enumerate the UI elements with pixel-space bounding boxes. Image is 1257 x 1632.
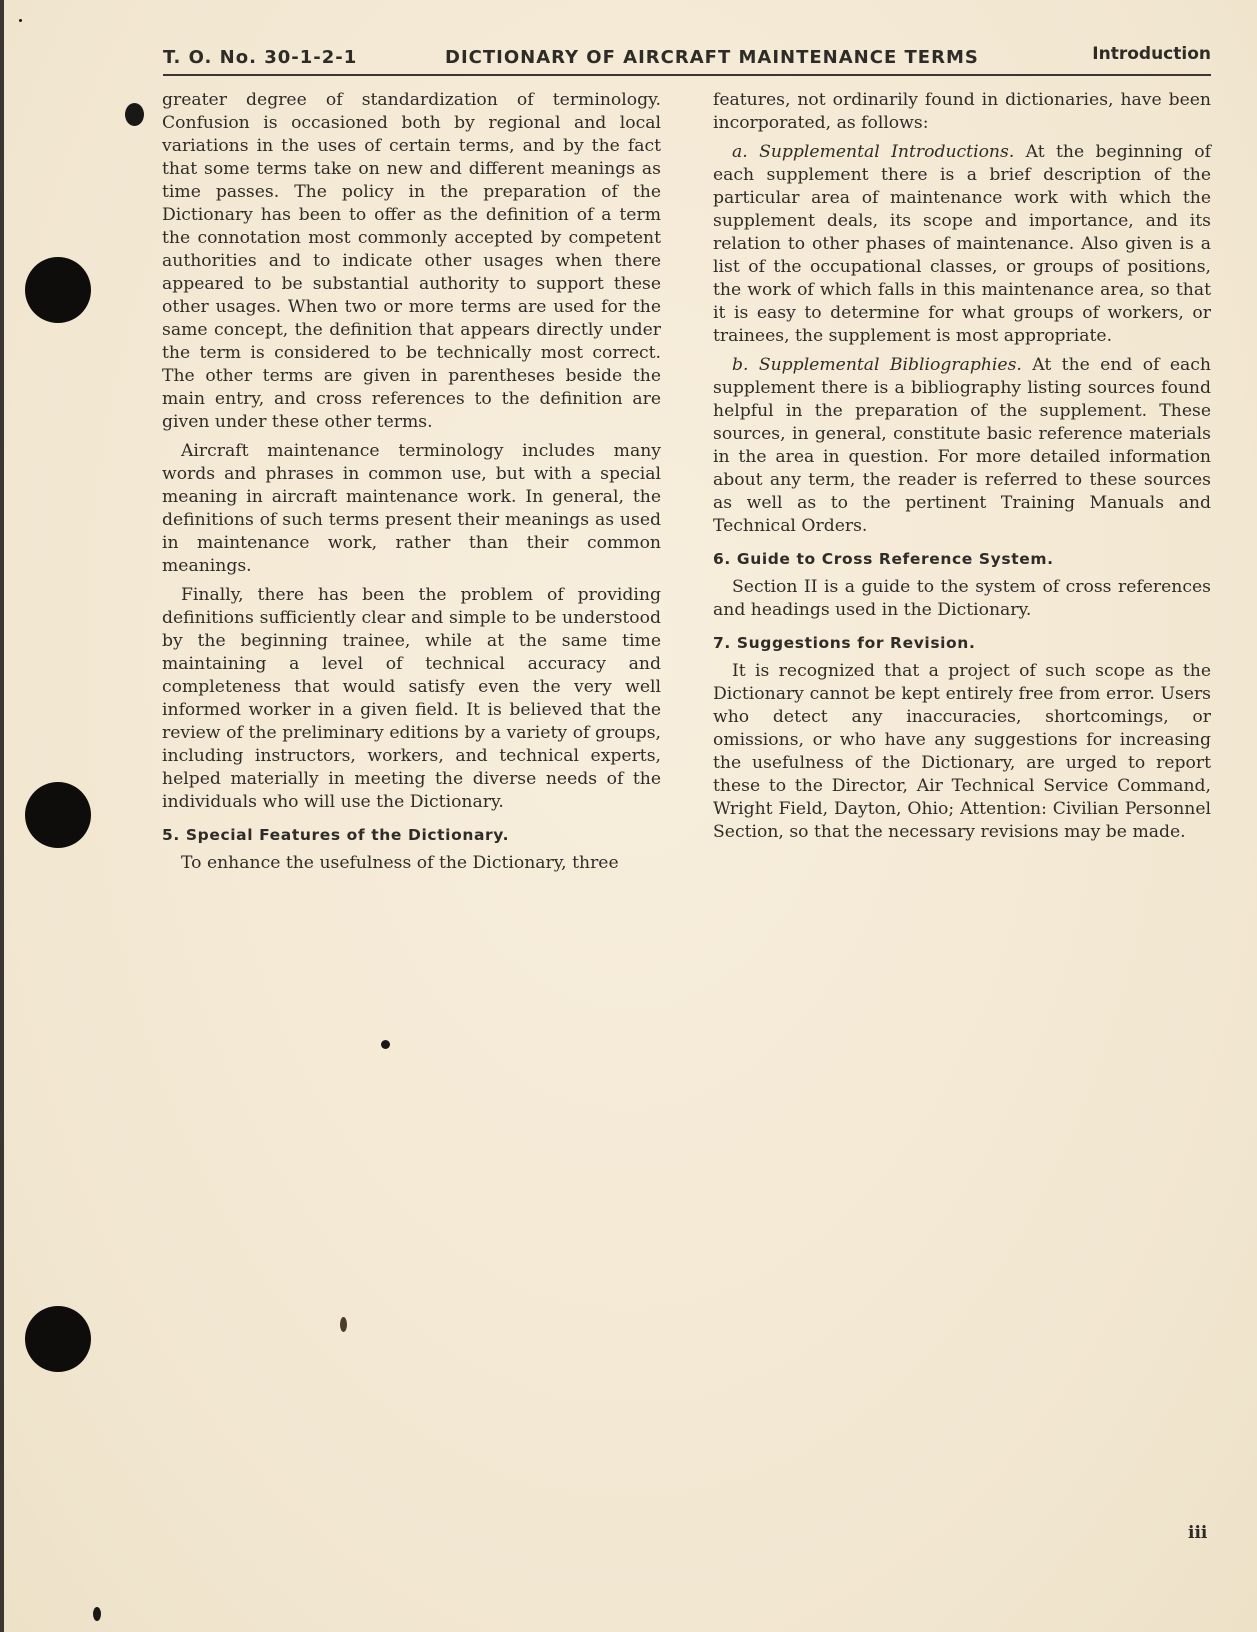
paragraph-a [713, 141, 1211, 348]
paragraph: It is recognized that a project of such scope as the Dictionary cannot be kept entirely free from error. Users who detect any inaccuracies, shortcomings, or omissions, or who have any suggestions for increasing the usefulness of the Dictionary, are urged to report these to the Director, Air Technical Service Command, Wright Field, Dayton, Ohio; Attention: Civilian Personnel Section, so that the necessary revisions may be made. [713, 661, 1211, 842]
page-number: iii [1188, 1523, 1208, 1543]
binder-hole-icon [25, 257, 91, 323]
ink-speck-icon [340, 1317, 347, 1332]
paragraph-b [713, 354, 1211, 538]
ink-speck-icon [381, 1040, 390, 1049]
right-column [713, 89, 1211, 850]
section-heading-5: 5. Special Features of the Dictionary. [162, 826, 510, 844]
paragraph: Section II is a guide to the system of cross references and headings used in the Dictionary. [713, 577, 1211, 620]
page-edge-shadow [0, 0, 4, 1632]
left-column [162, 89, 661, 881]
page-header [163, 44, 1211, 76]
section-heading-6: 6. Guide to Cross Reference System. [713, 550, 1054, 568]
item-b-label: b. Supplemental Bibliographies. [732, 355, 1022, 375]
paragraph: features, not ordinarily found in dictionaries, have been incorporated, as follows: [713, 90, 1211, 133]
item-b-text: At the end of each supplement there is a bibliography listing sources found helpful in the preparation of the supplement. These sources, in general, constitute basic reference materials in the area in question. For more detailed information about any term, the reader is referred to these sources as well as to the pertinent Training Manuals and Technical Orders. [713, 355, 1211, 536]
ink-blot-icon [125, 103, 144, 126]
section-name: Introduction [1092, 44, 1211, 64]
item-a-label: a. Supplemental Introductions. [732, 142, 1015, 162]
paragraph: To enhance the usefulness of the Dictionary, three [181, 853, 619, 873]
ink-speck-icon [93, 1607, 101, 1621]
paragraph: Aircraft maintenance terminology includes many words and phrases in common use, but with a special meaning in aircraft maintenance work. In general, the definitions of such terms present their meanings as used in maintenance work, rather than their common meanings. [162, 441, 661, 576]
item-a-text: At the beginning of each supplement there is a brief description of the particular area of maintenance work with which the supplement deals, its scope and importance, and its relation to other phases of maintenance. Also given is a list of the occupational classes, or groups of positions, the work of which falls in this maintenance area, so that it is easy to determine for what groups of workers, or trainees, the supplement is most appropriate. [713, 142, 1211, 346]
doc-title: DICTIONARY OF AIRCRAFT MAINTENANCE TERMS [445, 47, 979, 68]
binder-hole-icon [25, 1306, 91, 1372]
doc-number: T. O. No. 30-1-2-1 [163, 47, 358, 68]
section-heading-7: 7. Suggestions for Revision. [713, 634, 976, 652]
paragraph: Finally, there has been the problem of providing definitions sufficiently clear and simple to be understood by the beginning trainee, while at the same time maintaining a level of technical accuracy and completeness that would satisfy even the very well informed worker in a given field. It is believed that the review of the preliminary editions by a variety of groups, including instructors, workers, and technical experts, helped materially in meeting the diverse needs of the individuals who will use the Dictionary. [162, 585, 661, 812]
binder-hole-icon [25, 782, 91, 848]
ink-speck-icon [19, 19, 22, 22]
paragraph: greater degree of standardization of terminology. Confusion is occasioned both by regional and local variations in the uses of certain terms, and by the fact that some terms take on new and different meanings as time passes. The policy in the preparation of the Dictionary has been to offer as the definition of a term the connotation most commonly accepted by competent authorities and to indicate other usages when there appeared to be substantial authority to support these other usages. When two or more terms are used for the same concept, the definition that appears directly under the term is considered to be technically most correct. The other terms are given in parentheses beside the main entry, and cross references to the definition are given under these other terms. [162, 90, 661, 432]
